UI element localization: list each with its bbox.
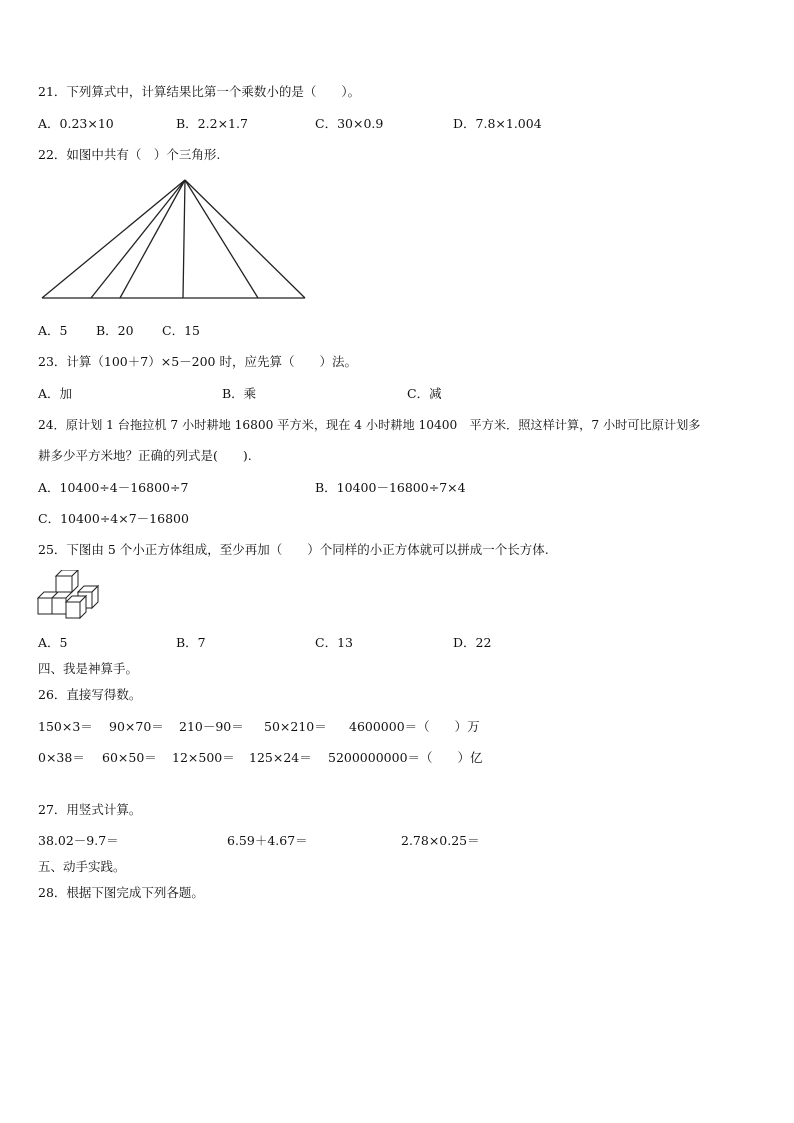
q26-row1-item: 90×70＝ [109, 719, 164, 734]
q26-row1-item: 4600000＝（ ）万 [349, 719, 480, 734]
q26-row1-item: 150×3＝ [38, 719, 93, 734]
q23-option-a: A．加 [38, 386, 73, 401]
q21-option-b: B．2.2×1.7 [176, 116, 248, 131]
q25-option-a: A．5 [38, 635, 68, 650]
q27-item: 6.59＋4.67＝ [227, 833, 308, 848]
q23-option-c: C．减 [407, 386, 442, 401]
q25-option-b: B．7 [176, 635, 206, 650]
cubes-figure [36, 570, 100, 622]
triangle-figure [36, 175, 316, 305]
q21-option-d: D．7.8×1.004 [453, 116, 542, 131]
q24-option-a: A．10400÷4－16800÷7 [38, 480, 189, 495]
q24-stem-line1: 24．原计划 1 台拖拉机 7 小时耕地 16800 平方米，现在 4 小时耕地 10400 平方米．照这样计算，7 小时可比原计划多 [38, 418, 701, 432]
q26-row1-item: 50×210＝ [264, 719, 327, 734]
q26-row2-item: 5200000000＝（ ）亿 [328, 750, 483, 765]
q28-stem: 28．根据下图完成下列各题。 [38, 885, 204, 900]
q25-option-d: D．22 [453, 635, 492, 650]
q21-stem: 21．下列算式中，计算结果比第一个乘数小的是（ ）。 [38, 84, 361, 99]
q24-stem-line2: 耕多少平方米地？正确的列式是( ). [38, 448, 252, 463]
q22-option-c: C．15 [162, 323, 200, 338]
q26-stem: 26．直接写得数。 [38, 687, 142, 702]
q22-option-a: A．5 [38, 323, 68, 338]
q22-option-b: B．20 [96, 323, 134, 338]
q26-row1-item: 210－90＝ [179, 719, 244, 734]
q26-row2-item: 125×24＝ [249, 750, 312, 765]
section5-heading: 五、动手实践。 [38, 859, 126, 874]
q27-item: 2.78×0.25＝ [401, 833, 480, 848]
q21-option-c: C．30×0.9 [315, 116, 384, 131]
q23-option-b: B．乘 [222, 386, 257, 401]
q25-stem: 25．下图由 5 个小正方体组成，至少再加（ ）个同样的小正方体就可以拼成一个长方体. [38, 542, 549, 557]
q24-option-c: C．10400÷4×7－16800 [38, 511, 189, 526]
q27-stem: 27．用竖式计算。 [38, 802, 142, 817]
section4-heading: 四、我是神算手。 [38, 661, 139, 676]
q23-stem: 23．计算（100＋7）×5－200 时，应先算（ ）法。 [38, 354, 357, 369]
q22-stem: 22．如图中共有（ ）个三角形. [38, 147, 221, 162]
q24-option-b: B．10400－16800÷7×4 [315, 480, 466, 495]
q27-item: 38.02－9.7＝ [38, 833, 119, 848]
q26-row2-item: 0×38＝ [38, 750, 85, 765]
q21-option-a: A．0.23×10 [38, 116, 114, 131]
q25-option-c: C．13 [315, 635, 353, 650]
q26-row2-item: 12×500＝ [172, 750, 235, 765]
q26-row2-item: 60×50＝ [102, 750, 157, 765]
